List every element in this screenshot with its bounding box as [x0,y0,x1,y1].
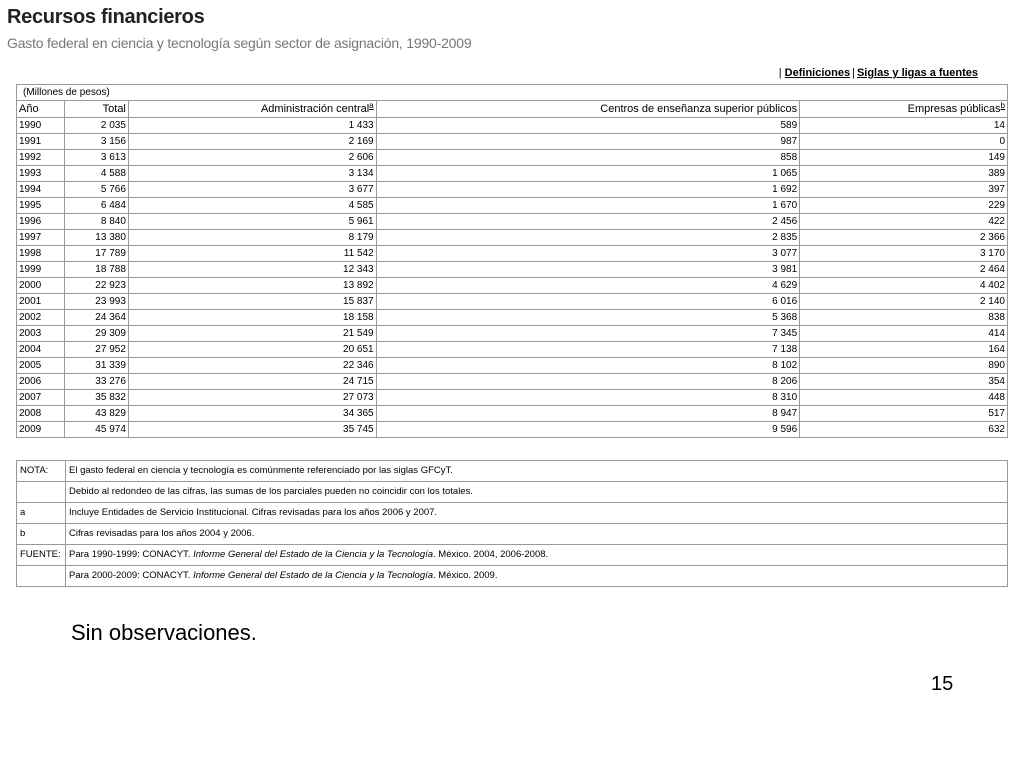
table-row [17,198,1008,214]
cell-total: 8 840 [64,214,128,230]
cell-empresas: 3 170 [800,246,1008,262]
note-text-after: . México. 2009. [433,570,498,581]
cell-total: 29 309 [64,326,128,342]
page-subtitle: Gasto federal en ciencia y tecnología según sector de asignación, 1990-2009 [7,35,472,51]
cell-total: 24 364 [64,310,128,326]
cell-admin: 13 892 [128,278,376,294]
cell-year: 2008 [17,406,65,422]
table-row [17,422,1008,438]
cell-year: 2009 [17,422,65,438]
cell-empresas: 2 464 [800,262,1008,278]
cell-admin: 20 651 [128,342,376,358]
cell-admin: 18 158 [128,310,376,326]
cell-year: 2001 [17,294,65,310]
cell-year: 2006 [17,374,65,390]
cell-year: 1991 [17,134,65,150]
cell-year: 1992 [17,150,65,166]
reference-links [779,67,978,79]
col-header-year: Año [17,101,65,118]
cell-centros: 2 835 [376,230,800,246]
table-row [17,262,1008,278]
cell-total: 18 788 [64,262,128,278]
note-text [66,566,1008,587]
cell-year: 1990 [17,118,65,134]
cell-centros: 8 102 [376,358,800,374]
unit-label: (Millones de pesos) [17,85,1008,101]
note-text-main: El gasto federal en ciencia y tecnología es comúnmente referenciado por las siglas GFCyT. [69,465,453,476]
siglas-link[interactable]: Siglas y ligas a fuentes [856,67,978,79]
page-number: 15 [931,673,954,695]
note-key: b [17,524,66,545]
cell-empresas: 448 [800,390,1008,406]
cell-centros: 1 065 [376,166,800,182]
table-row [17,406,1008,422]
cell-admin: 2 606 [128,150,376,166]
cell-total: 4 588 [64,166,128,182]
cell-empresas: 354 [800,374,1008,390]
cell-empresas: 838 [800,310,1008,326]
cell-empresas: 389 [800,166,1008,182]
definiciones-link[interactable]: Definiciones [784,67,851,79]
cell-centros: 6 016 [376,294,800,310]
cell-admin: 21 549 [128,326,376,342]
cell-total: 5 766 [64,182,128,198]
note-key [17,566,66,587]
cell-admin: 34 365 [128,406,376,422]
cell-admin: 3 677 [128,182,376,198]
table-row [17,214,1008,230]
note-text-main: Cifras revisadas para los años 2004 y 2006. [69,528,255,539]
col-header-total: Total [64,101,128,118]
cell-centros: 5 368 [376,310,800,326]
cell-total: 3 613 [64,150,128,166]
table-row [17,390,1008,406]
table-row [17,342,1008,358]
footnote-b-link[interactable]: b [1000,101,1005,110]
cell-centros: 589 [376,118,800,134]
cell-admin: 3 134 [128,166,376,182]
note-row [17,524,1008,545]
cell-empresas: 4 402 [800,278,1008,294]
cell-total: 6 484 [64,198,128,214]
table-row [17,166,1008,182]
cell-admin: 4 585 [128,198,376,214]
cell-year: 2007 [17,390,65,406]
cell-total: 17 789 [64,246,128,262]
cell-centros: 1 670 [376,198,800,214]
table-row [17,374,1008,390]
cell-empresas: 890 [800,358,1008,374]
cell-total: 31 339 [64,358,128,374]
cell-centros: 987 [376,134,800,150]
col-header-empresas-label: Empresas públicas [907,103,1001,115]
cell-admin: 15 837 [128,294,376,310]
financial-table [16,84,1008,438]
header-row [17,101,1008,118]
observations-text: Sin observaciones. [71,620,257,645]
cell-year: 2000 [17,278,65,294]
note-text-main: Incluye Entidades de Servicio Institucional. Cifras revisadas para los años 2006 y 2007. [69,507,438,518]
cell-empresas: 422 [800,214,1008,230]
note-text [66,503,1008,524]
cell-centros: 9 596 [376,422,800,438]
notes-table [16,460,1008,587]
cell-total: 35 832 [64,390,128,406]
cell-total: 2 035 [64,118,128,134]
table-row [17,326,1008,342]
note-key [17,482,66,503]
cell-total: 43 829 [64,406,128,422]
links-prefix: | [778,67,782,79]
table-row [17,230,1008,246]
cell-centros: 3 981 [376,262,800,278]
cell-year: 1994 [17,182,65,198]
cell-year: 2005 [17,358,65,374]
note-key: FUENTE: [17,545,66,566]
cell-admin: 22 346 [128,358,376,374]
table-row [17,310,1008,326]
cell-total: 27 952 [64,342,128,358]
cell-empresas: 632 [800,422,1008,438]
page-title: Recursos financieros [7,6,205,28]
cell-admin: 8 179 [128,230,376,246]
cell-year: 1993 [17,166,65,182]
cell-year: 1998 [17,246,65,262]
note-row [17,566,1008,587]
table-row [17,358,1008,374]
note-text-italic: Informe General del Estado de la Ciencia y la Tecnología [193,549,434,560]
note-row [17,545,1008,566]
note-text [66,482,1008,503]
cell-empresas: 2 366 [800,230,1008,246]
cell-admin: 27 073 [128,390,376,406]
note-key: a [17,503,66,524]
cell-total: 23 993 [64,294,128,310]
cell-total: 33 276 [64,374,128,390]
note-text-main: Para 1990-1999: CONACYT. [69,549,194,560]
cell-year: 1997 [17,230,65,246]
table-row [17,134,1008,150]
table-row [17,150,1008,166]
table-row [17,278,1008,294]
note-key: NOTA: [17,461,66,482]
cell-year: 2002 [17,310,65,326]
cell-year: 1996 [17,214,65,230]
cell-centros: 858 [376,150,800,166]
col-header-admin-label: Administración central [260,103,370,115]
note-text [66,524,1008,545]
cell-empresas: 149 [800,150,1008,166]
note-text-italic: Informe General del Estado de la Ciencia y la Tecnología [193,570,434,581]
cell-total: 45 974 [64,422,128,438]
cell-centros: 8 310 [376,390,800,406]
table-row [17,118,1008,134]
note-row [17,461,1008,482]
note-text-main: Para 2000-2009: CONACYT. [69,570,194,581]
cell-total: 22 923 [64,278,128,294]
note-row [17,482,1008,503]
cell-empresas: 14 [800,118,1008,134]
cell-empresas: 164 [800,342,1008,358]
cell-centros: 8 206 [376,374,800,390]
links-separator: | [852,67,855,79]
cell-empresas: 397 [800,182,1008,198]
table-row [17,246,1008,262]
table-row [17,182,1008,198]
note-text [66,461,1008,482]
cell-centros: 8 947 [376,406,800,422]
cell-total: 13 380 [64,230,128,246]
cell-empresas: 2 140 [800,294,1008,310]
cell-year: 1995 [17,198,65,214]
footnote-a-link[interactable]: a [369,101,374,110]
cell-year: 1999 [17,262,65,278]
cell-year: 2003 [17,326,65,342]
cell-empresas: 229 [800,198,1008,214]
cell-centros: 1 692 [376,182,800,198]
cell-centros: 2 456 [376,214,800,230]
cell-empresas: 517 [800,406,1008,422]
cell-admin: 5 961 [128,214,376,230]
cell-total: 3 156 [64,134,128,150]
cell-empresas: 414 [800,326,1008,342]
cell-centros: 3 077 [376,246,800,262]
cell-admin: 24 715 [128,374,376,390]
cell-admin: 2 169 [128,134,376,150]
cell-centros: 7 345 [376,326,800,342]
cell-admin: 12 343 [128,262,376,278]
note-text-main: Debido al redondeo de las cifras, las sumas de los parciales pueden no coincidir con los totales. [69,486,473,497]
cell-year: 2004 [17,342,65,358]
note-row [17,503,1008,524]
cell-empresas: 0 [800,134,1008,150]
note-text [66,545,1008,566]
table-row [17,294,1008,310]
cell-admin: 11 542 [128,246,376,262]
note-text-after: . México. 2004, 2006-2008. [433,549,549,560]
cell-centros: 4 629 [376,278,800,294]
col-header-empresas [800,101,1008,118]
cell-admin: 35 745 [128,422,376,438]
cell-admin: 1 433 [128,118,376,134]
col-header-centros: Centros de enseñanza superior públicos [376,101,800,118]
col-header-admin [128,101,376,118]
cell-centros: 7 138 [376,342,800,358]
